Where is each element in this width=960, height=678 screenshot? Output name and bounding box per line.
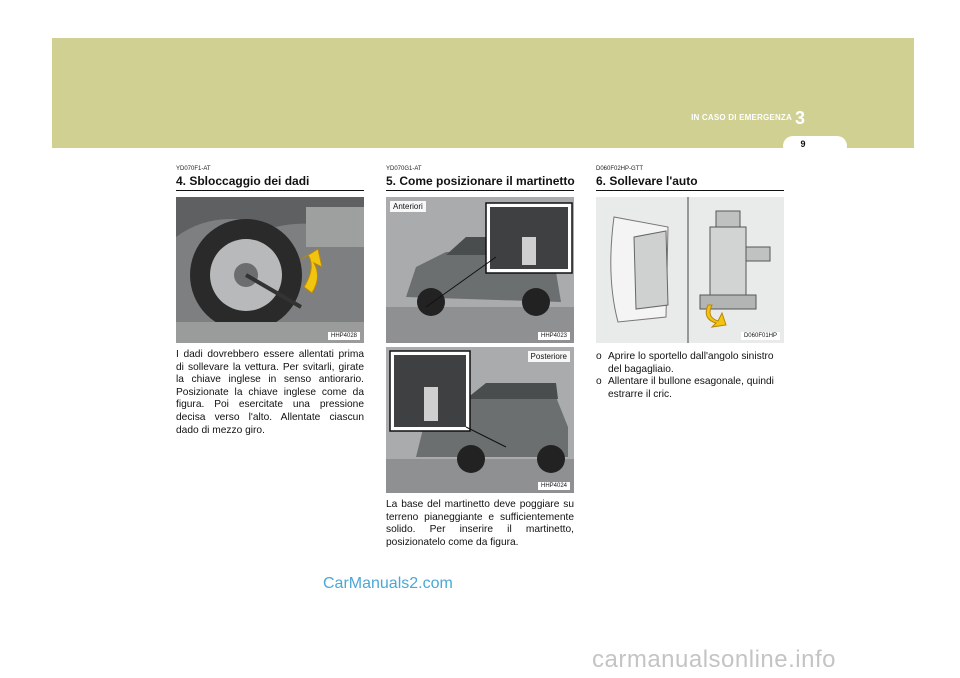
bullet-mark: o <box>596 376 602 388</box>
bullet-mark: o <box>596 351 602 362</box>
watermark-carmanuals2: CarManuals2.com <box>323 575 453 592</box>
section-jack-position <box>386 166 574 549</box>
section-code: YD070G1-AT <box>386 166 422 172</box>
trunk-jack-illustration <box>596 197 784 343</box>
section-heading: 5. Come posizionare il martinetto <box>386 174 574 191</box>
image-code: HHP4023 <box>538 332 570 340</box>
section-code: YD070F1-AT <box>176 166 211 172</box>
list-item-text: Allentare il bullone esagonale, quindi estrarre il cric. <box>608 376 774 400</box>
header-band <box>52 38 914 148</box>
front-label: Anteriori <box>390 201 426 212</box>
image-code: HHP4024 <box>538 482 570 490</box>
section-unlock-nuts <box>176 166 364 437</box>
section-code: D060F02HP-GTT <box>596 166 644 172</box>
watermark-carmanualsonline: carmanualsonline.info <box>592 646 836 673</box>
rear-jack-photo <box>386 347 574 493</box>
list-item-text: Aprire lo sportello dall'angolo sinistro del bagagliaio. <box>608 351 774 375</box>
wheel-wrench-illustration <box>176 197 364 343</box>
body-text: La base del martinetto deve poggiare su terreno pianeggiante e sufficientemente solido. Per inserire il martinetto, posizionatelo come da figura. <box>386 499 574 548</box>
section-title: IN CASO DI EMERGENZA <box>691 113 792 122</box>
list-item <box>596 376 784 401</box>
image-code: HHP4028 <box>328 332 360 340</box>
rear-jack-illustration <box>386 347 574 493</box>
rear-label: Posteriore <box>528 351 570 362</box>
section-raise-car <box>596 166 784 401</box>
front-jack-photo <box>386 197 574 343</box>
list-item <box>596 351 784 376</box>
trunk-jack-photo <box>596 197 784 343</box>
instructions-list <box>596 351 784 401</box>
page-tab <box>783 136 847 156</box>
page-number: 9 <box>800 139 806 149</box>
section-heading: 6. Sollevare l'auto <box>596 174 784 191</box>
image-code: D060F01HP <box>741 332 780 340</box>
body-text: I dadi dovrebbero essere allentati prima di sollevare la vettura. Per svitarli, girate la chiave inglese in senso antiorario. Posizionate la chiave inglese come da figura. Poi esercitate una pressione decisa verso l'alto. Allentate ciascun dado di mezzo giro. <box>176 349 364 436</box>
wheel-wrench-photo <box>176 197 364 343</box>
front-jack-illustration <box>386 197 574 343</box>
section-heading: 4. Sbloccaggio dei dadi <box>176 174 364 191</box>
chapter-number: 3 <box>795 108 806 128</box>
